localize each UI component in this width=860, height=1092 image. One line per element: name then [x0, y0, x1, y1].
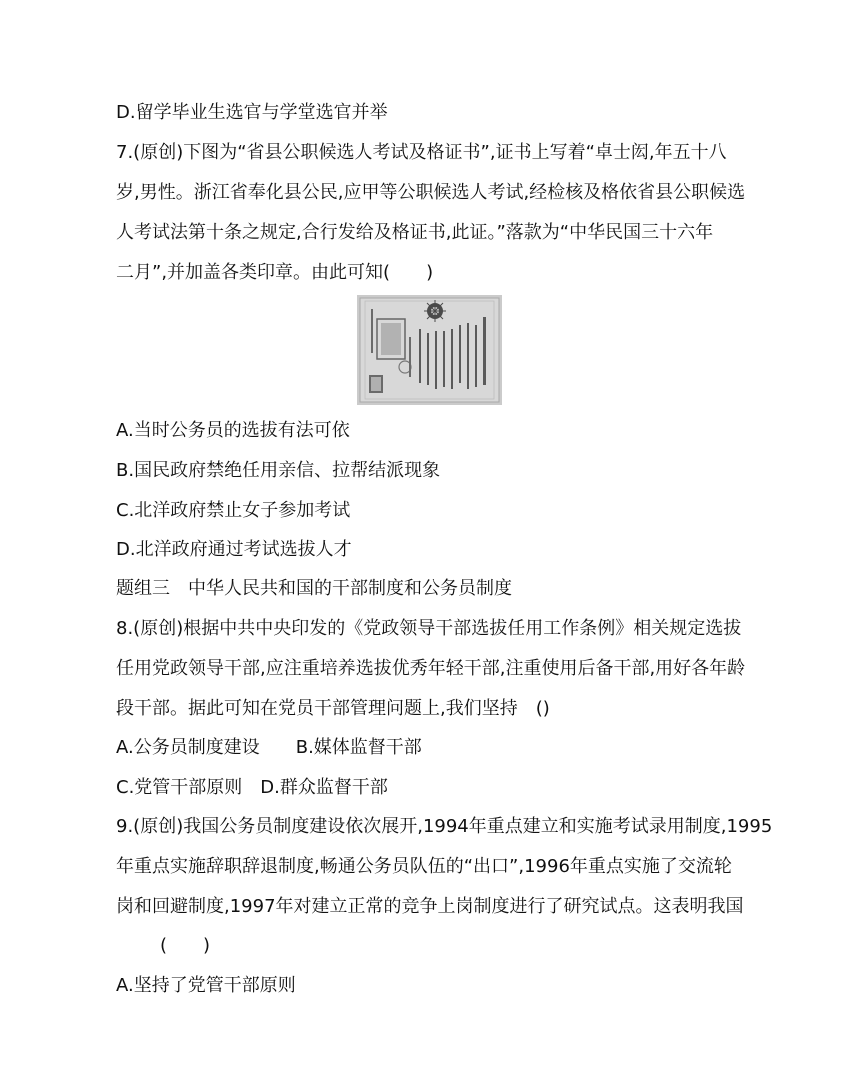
options-8ab: A.公务员制度建设 B.媒体监督干部	[116, 737, 422, 758]
question-7-line-4: 二月”,并加盖各类印章。由此可知( )	[116, 262, 434, 283]
question-7-line-1: 7.(原创)下图为“省县公职候选人考试及格证书”,证书上写着“卓士闳,年五十八	[116, 142, 727, 163]
question-7-line-3: 人考试法第十条之规定,合行发给及格证书,此证。”落款为“中华民国三十六年	[116, 222, 714, 243]
question-8-line-1: 8.(原创)根据中共中央印发的《党政领导干部选拔任用工作条例》相关规定选拔	[116, 618, 742, 639]
options-8cd: C.党管干部原则 D.群众监督干部	[116, 777, 388, 798]
question-9-line-3: 岗和回避制度,1997年对建立正常的竞争上岗制度进行了研究试点。这表明我国	[116, 896, 744, 917]
option-7b: B.国民政府禁绝任用亲信、拉帮结派现象	[116, 460, 441, 481]
question-9-line-2: 年重点实施辞职辞退制度,畅通公务员队伍的“出口”,1996年重点实施了交流轮	[116, 856, 732, 877]
option-7c: C.北洋政府禁止女子参加考试	[116, 500, 351, 521]
option-9a: A.坚持了党管干部原则	[116, 975, 296, 996]
option-6d: D.留学毕业生选官与学堂选官并举	[116, 102, 388, 123]
question-9-blank: ( )	[160, 935, 211, 956]
question-8-line-3: 段干部。据此可知在党员干部管理问题上,我们坚持 ()	[116, 698, 550, 719]
question-8-line-2: 任用党政领导干部,应注重培养选拔优秀年轻干部,注重使用后备干部,用好各年龄	[116, 658, 746, 679]
question-9-line-1: 9.(原创)我国公务员制度建设依次展开,1994年重点建立和实施考试录用制度,1995	[116, 816, 773, 837]
question-7-line-2: 岁,男性。浙江省奉化县公民,应甲等公职候选人考试,经检核及格依省县公职候选	[116, 182, 746, 203]
section-heading: 题组三 中华人民共和国的干部制度和公务员制度	[116, 578, 512, 599]
certificate-image	[357, 295, 502, 405]
option-7a: A.当时公务员的选拔有法可依	[116, 420, 350, 441]
certificate-illustration	[357, 295, 502, 405]
option-7d: D.北洋政府通过考试选拔人才	[116, 539, 352, 560]
